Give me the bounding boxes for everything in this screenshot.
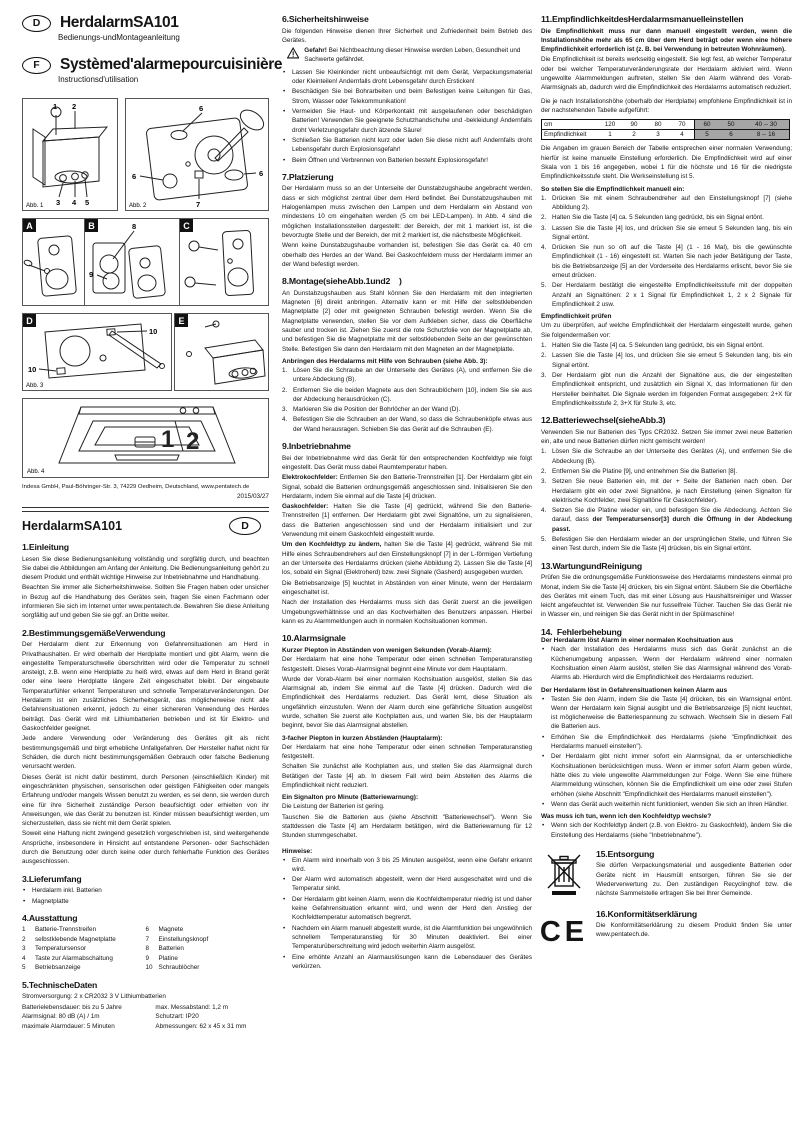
spec-column-right <box>155 1003 269 1032</box>
figure-abb4 <box>22 398 269 478</box>
feature-label: Schraublöcher <box>158 964 200 972</box>
paragraph: Wenn keine Dunstabzugshaube vorhanden ist, befestigen Sie das Gerät ca. 40 cm oberhalb des Herdes an der Wand. Bei Gaskochfeldern muss der Herdalarm immer an der Wand befestigt werden. <box>282 242 532 268</box>
callout-5: 5 <box>85 198 90 207</box>
spec-power: Stromversorgung: 2 x CR2032 3 V Lithiumbatterien <box>22 993 166 1001</box>
revision-date: 2015/03/27 <box>237 493 269 500</box>
spec-column-left <box>22 1003 155 1032</box>
subheading-batteriewarnung: Ein Signalton pro Minute (Batteriewarnung): <box>282 794 419 802</box>
table-cell: Empfindlichkeit <box>544 131 587 139</box>
callout-6b: 6 <box>132 172 137 181</box>
weee-crossed-bin-icon <box>546 852 582 896</box>
list-item: • Wenn sich der Kochfeldtyp ändert (z.B. von Elektro- zu Gaskochfeld), ändern Sie die Einstellung des Herdalarms (siehe "Inbetriebnahme"). <box>541 821 792 840</box>
fault-list-3 <box>541 821 792 840</box>
paragraph: Der Herdalarm hat eine hohe Temperatur oder einen schnellen Temperaturanstieg festgestellt. Dieses Vorab-Alarmsignal beginnt eine Minute vor dem Hauptalarm. <box>282 656 532 673</box>
spec-item: maximale Alarmdauer: 5 Minuten <box>22 1022 115 1030</box>
spec-item: Abmessungen: 62 x 45 x 31 mm <box>155 1022 247 1030</box>
table-cell: 3 <box>656 131 660 139</box>
heading-einleitung: 1.Einleitung <box>22 542 69 552</box>
device-overview-drawing <box>23 99 117 210</box>
feature-item <box>22 944 146 954</box>
change-type-label: Um den Kochfeldtyp zu ändern, <box>282 541 382 549</box>
step-item: Befestigen Sie den Herdalarm wieder an der ursprünglichen Stelle, und führen Sie einen Test durch, indem Sie die Taste [4] drücken, bis ein Signal ertönt. <box>552 536 792 553</box>
spec-item: Alarmsignal: 80 dB (A) / 1m <box>22 1013 100 1021</box>
table-cell: 60 <box>695 120 720 130</box>
paragraph: Lesen Sie diese Bedienungsanleitung vollständig und sorgfältig durch, und beachten Sie dabei die Abbildungen am Anfang der Anleitung. Die Bedienungsanleitung gehört zu diesem Produkt und enthält wichtige Hinweise zur Inbetriebnahme und Handhabung. <box>22 555 269 582</box>
danger-text <box>304 46 532 65</box>
callout-1: 1 <box>53 102 58 111</box>
figure-row-4 <box>22 398 269 478</box>
subheading-empfindlichkeit-pruefen: Empfindlichkeit prüfen <box>541 313 612 321</box>
hood-underside-drawing <box>23 399 268 477</box>
callout-6c: 6 <box>259 169 264 178</box>
feature-label: Einstellungsknopf <box>158 935 209 943</box>
warning-triangle-icon <box>287 46 299 60</box>
page-title: HerdalarmSA101 <box>22 519 123 533</box>
paragraph: Verwenden Sie nur Batterien des Typs CR2032. Setzen Sie immer zwei neue Batterien ein, alte und neue Batterien dürfen nicht gemischt werden! <box>541 428 792 445</box>
subtitle-fr: Instructionsd'utilisation <box>58 75 139 84</box>
subheading-fault-2: Der Herdalarm löst in Gefahrensituationen keinen Alarm aus <box>541 686 728 694</box>
feature-item <box>146 963 270 973</box>
step-item: Drücken Sie mit einem Schraubendreher auf den Einstellungsknopf [7] (siehe Abbildung 2). <box>552 194 792 211</box>
table-cell: cm <box>542 120 599 130</box>
paragraph: Prüfen Sie die ordnungsgemäße Funktionsweise des Herdalarms mindestens einmal pro Monat, indem Sie die Taste [4] drücken, bis ein Signal ertönt. Säubern Sie die Oberfläche des Gerätes mit einem Tuch, das mit einer Lösung aus Haushaltsreiniger und Wasser leicht angefeuchtet ist. Verwenden Sie nur fusselfreie Tücher. Tauchen Sie das Gerät nie in Wasser ein, und reinigen Sie das Gerät nicht in der Spülmaschine! <box>541 574 792 619</box>
list-item: • Schließen Sie Batterien nicht kurz oder laden Sie diese nicht auf! Andernfalls droht Lebensgefahr durch Explosionsgefahr! <box>282 136 532 155</box>
table-cell: 2 <box>632 131 636 139</box>
callout-2: 2 <box>72 102 77 111</box>
feature-item <box>22 963 146 973</box>
mounting-steps <box>282 366 532 434</box>
figure-row-2 <box>22 218 269 306</box>
figure-panel-b <box>84 218 179 306</box>
paragraph <box>282 473 532 501</box>
paragraph: Die Angaben im grauen Bereich der Tabelle entsprechen einer normalen Verwendung; hierfür ist keine manuelle Einstellung erforderlich. Die Empfindlichkeit wird auf einer Skala von 1 bis 16 angegeben, wobei 1 für die höchste und 16 für die niedrigste Empfindlichkeitsstufe steht. Die Werkseinstellung ist 5. <box>541 145 792 181</box>
callout-9: 9 <box>89 270 94 279</box>
feature-label: Batterien <box>158 945 184 953</box>
list-item: • Nach der Installation des Herdalarms muss sich das Gerät zunächst an die Küchenumgebung anpassen. Wenn der Herdalarm während einer normalen Kochsituation einen Alarm auslöst, stellen Sie das Alarmsignal während des Vorab-Alarms ab. Hierdurch wird die Empfindlichkeit des Herdalarms reduziert. <box>541 645 792 682</box>
weee-icon-box <box>541 849 587 900</box>
step-item: Setzen Sie neue Batterien ein, mit der + Seite der Batterien nach oben. Der Herdalarm gibt ein oder zwei Signaltöne, je nach Einstellung (einen Signalton für elektrische Kochfelder, zwei Signaltöne für Gaskochfelder). <box>552 478 792 504</box>
fault-list-1 <box>541 645 792 682</box>
table-cell: 40 -- 30 <box>743 120 790 130</box>
subheading-fault-1: Der Herdalarm löst Alarm in einer normalen Kochsituation aus <box>541 637 734 645</box>
step-text: Setzen Sie die Platine wieder ein, und befestigen Sie die Abdeckung. Achten Sie darauf, dass <box>552 507 792 524</box>
feature-column-left <box>22 925 146 973</box>
paragraph: Dieses Gerät ist nicht dafür bestimmt, durch Personen (einschließlich Kinder) mit eingeschränkten physischen, sensorischen oder geistigen Fähigkeiten oder mangels Erfahrung und/oder mangels Wissen benutzt zu werden, es sei denn, sie werden durch eine für ihre Sicherheit zuständige Person beaufsichtigt oder erhielten von ihr Anweisungen, wie das Gerät zu benutzen ist. Kinder müssen beaufsichtigt werden, um sicherzustellen, dass sie nicht mit dem Gerät spielen. <box>22 773 269 828</box>
subheading-schrauben: Anbringen des Herdalarms mit Hilfe von Schrauben (siehe Abb. 3): <box>282 357 488 365</box>
callout-6a: 6 <box>199 104 204 113</box>
callout-8: 8 <box>132 222 137 231</box>
paragraph <box>282 502 532 539</box>
feature-number: 8 <box>145 945 150 953</box>
feature-number: 9 <box>145 954 150 962</box>
heading-verwendung: 2.BestimmungsgemäßeVerwendung <box>22 627 166 638</box>
check-steps <box>541 341 792 408</box>
heading-fehlerbehebung: 14. Fehlerbehebung <box>541 626 622 637</box>
danger-body: Bei Nichtbeachtung dieser Hinweise werden Leben, Gesundheit und Sachwerte gefährdet. <box>304 47 521 64</box>
step-item <box>541 506 792 534</box>
panel-tab-a: A <box>23 219 36 232</box>
disposal-text <box>596 849 792 900</box>
feature-item <box>146 944 270 954</box>
disposal-row <box>541 849 792 900</box>
figure-label-abb3: Abb. 3 <box>26 383 44 389</box>
feature-number: 2 <box>22 935 26 943</box>
spec-item: max. Messabstand: 1,2 m <box>155 1003 229 1011</box>
subheading-fault-3: Was muss ich tun, wenn ich den Kochfeldtyp wechsle? <box>541 813 712 821</box>
paragraph: Soweit eine Haftung nicht zwingend gesetzlich vorgeschrieben ist, sind weitergehende Ansprüche, insbesondere in Hinsicht auf entstandene Personen- oder Sachschäden durch die Benutzung oder durch keine oder durch fehlerhafte Funktion des Gerätes ausgeschlossen. <box>22 830 269 866</box>
imprint-line: Indexa GmbH, Paul-Böhringer-Str. 3, 74229 Oedheim, Deutschland, www.pentatech.de <box>22 484 250 490</box>
safety-list <box>282 68 532 165</box>
feature-item <box>22 954 146 964</box>
figure-abb2 <box>125 98 269 211</box>
gas-label: Gaskochfelder: <box>282 503 329 511</box>
feature-number: 10 <box>145 964 153 972</box>
feature-legend <box>22 925 269 973</box>
feature-number: 1 <box>22 926 26 934</box>
feature-column-right <box>146 925 270 973</box>
list-item: • Der Herdalarm gibt nicht immer sofort ein Alarmsignal, da er unterschiedliche Kochsituationen berücksichtigen muss. Wenn er immer sofort Alarm geben würde, hätte dies zu viele ungewollte Alarmmeldungen zur Folge. Wenn Sie eine frühere Alarmmeldung wünschen, können Sie die Empfindlichkeit um eine oder zwei Stufen erhöhen (siehe Abschnitt "Empfindlichkeit des Herdalarms manuell einstellen"). <box>541 752 792 799</box>
list-item: • Wenn das Gerät auch weiterhin nicht funktioniert, wenden Sie sich an Ihren Händler. <box>541 800 792 809</box>
subheading-manuell-einstellen: So stellen Sie die Empfindlichkeit manuell ein: <box>541 185 685 193</box>
figure-panel-c <box>179 218 269 306</box>
header-french <box>22 56 283 84</box>
header-german <box>22 14 269 42</box>
feature-label: Magnete <box>158 926 184 934</box>
list-item: • Herdalarm inkl. Batterien <box>22 886 269 895</box>
paragraph: Wurde der Vorab-Alarm bei einer normalen Kochsituation ausgelöst, stellen Sie das Alarmsignal ab, indem Sie einmal auf die Taste [4] drücken. Dadurch wird die Empfindlichkeit des Herdalarms reduziert. Das Gerät lernt, diese Situation als ungefährlich einzustufen. Wenn der Alarm durch eine gefährliche Situation ausgelöst wurde, schalten Sie zuerst alle Kochplatten aus, und warten Sie, bis der Hauptalarm beginnt, bevor Sie das Alarmsignal abstellen. <box>282 675 532 730</box>
zone-1-label: 1 <box>161 426 175 453</box>
table-cell: 4 <box>680 131 684 139</box>
heading-alarmsignale: 10.Alarmsignale <box>282 633 346 644</box>
notes-list <box>282 856 532 972</box>
step-item: Der Herdalarm gibt nun die Anzahl der Signaltöne aus, die der eingestellten Empfindlichkeit entspricht, und zusätzlich ein Signal X, das Informationen für den Hersteller beinhaltet. Die Signale werden im folgenden Format ausgegeben: 2+X für Empfindlichkeitsstufe 2, 3+X für Stufe 3, etc. <box>552 371 792 407</box>
list-item: • Der Alarm wird automatisch abgestellt, wenn der Herd ausgeschaltet wird und die Temperatur sinkt. <box>282 875 532 894</box>
paragraph: Der Herdalarm dient zur Erkennung von Gefahrensituationen am Herd in Privathaushalten. Er wird oberhalb der Herdplatte montiert und gibt Alarm, wenn die eingestellte Temperaturschwelle überschritten wird oder die Temperatur zu schnell ansteigt, z.B. wenn eine Herdplatte zu heiß wird, etwas auf dem Herd in Brand gerät oder eine leere Herdplatte längere Zeit eingeschaltet bleibt. Der eingebaute Temperaturfühler erkennt Temperaturen und schnelle Temperaturveränderungen. Der Herdalarm ist ein zusätzliches Sicherheitsgerät, das möglicherweise nicht alle Gefahrensituationen erkennt, jedoch zu einer sichereren Verwendung des Herdes beiträgt. Das Gerät wird mit Lithiumbatterien betrieben und ist für Elektro- und Gaskochfelder geeignet. <box>22 641 269 732</box>
table-cell: 90 <box>622 120 646 130</box>
danger-label: Gefahr! <box>304 47 327 55</box>
subheading-hinweise: Hinweise: <box>282 847 313 855</box>
paragraph: Die Konformitätserklärung zu diesem Produkt finden Sie unter www.pentatech.de. <box>596 922 792 939</box>
gas-text: Halten Sie die Taste [4] gedrückt, während Sie den Batterie-Trennstreifen [1] entfernen. Der Herdalarm gibt zwei Signaltöne, um zu signalisieren, dass die Batterien angeschlossen sind und der Herdalarm initialisiert und zur Verwendung mit einem Gaskochfeld eingestellt wurde. <box>282 503 533 539</box>
figure-label-abb2: Abb. 2 <box>129 203 147 209</box>
feature-item <box>146 935 270 945</box>
step-item: Lassen Sie die Taste [4] los, und drücken Sie sie erneut 5 Sekunden lang, bis ein Signal ertönt. <box>552 352 792 369</box>
callout-10a: 10 <box>149 327 158 336</box>
table-cell: 1 <box>608 131 612 139</box>
change-type-text: halten Sie die Taste [4] gedrückt, während Sie mit Hilfe eines Schraubendrehers auf den Einstellungsknopf [7] in der L-förmigen Vertiefung an der Unterseite des Herdalarms drücken (siehe Abbildung 2). Lassen Sie die Taste [4] los, sobald ein Signal (Elektroherd) bzw. zwei Signale (Gasherd) ausgegeben wurden. <box>282 541 533 577</box>
list-item: • Vermeiden Sie Haut- und Körperkontakt mit ausgelaufenen oder beschädigten Batterien! Verwenden Sie geeignete Schutzhandschuhe und -bekleidung! Andernfalls droht Verletzungsgefahr durch ätzende Säure! <box>282 107 532 135</box>
heading-ausstattung: 4.Ausstattung <box>22 912 78 923</box>
feature-item <box>22 925 146 935</box>
paragraph: Jede andere Verwendung oder Veränderung des Gerätes gilt als nicht bestimmungsgemäß und birgt erhebliche Unfallgefahren. Der Hersteller haftet nicht für Schäden, die durch nicht bestimmungsgemäßen Gebrauch oder falsche Bedienung verursacht werden. <box>22 735 269 771</box>
feature-label: selbstklebende Magnetplatte <box>35 935 116 943</box>
callout-7: 7 <box>196 200 201 209</box>
heading-technische-daten: 5.TechnischeDaten <box>22 979 98 990</box>
list-item: • Eine erhöhte Anzahl an Alarmauslösungen kann die Lebensdauer des Gerätes verkürzen. <box>282 953 532 972</box>
table-cell: 70 <box>670 120 695 130</box>
sensitivity-table <box>541 119 790 140</box>
ce-mark: CE <box>539 915 589 948</box>
list-item: • Lassen Sie Kleinkinder nicht unbeaufsichtigt mit dem Gerät, Verpackungsmaterial oder Kleinteilen! Andernfalls droht Lebensgefahr durch Ersticken! <box>282 68 532 87</box>
feature-number: 3 <box>22 945 26 953</box>
list-item: • Magnetplatte <box>22 897 269 906</box>
table-row-cm <box>542 120 790 130</box>
table-cell: 80 <box>646 120 670 130</box>
heading-montage: 8.Montage(sieheAbb.1und2 ) <box>282 276 402 287</box>
feature-label: Betriebsanzeige <box>35 964 81 972</box>
feature-item <box>146 954 270 964</box>
panel-e-drawing <box>175 314 268 390</box>
product-title-de: HerdalarmSA101 <box>60 14 179 31</box>
figure-panel-e <box>174 313 269 391</box>
step-item: Drücken Sie nun so oft auf die Taste [4] (1 - 16 Mal), bis die gewünschte Empfindlichkeit (1 - 16) eingestellt ist. Warten Sie nach jeder Betätigung der Taste, bis die Betriebsanzeige [5] an der Vorderseite des Herdalarms erlischt, bevor Sie sie erneut drücken. <box>552 244 792 280</box>
paragraph: Tauschen Sie die Batterien aus (siehe Abschnitt "Batteriewechsel"). Wenn Sie stattdessen die Taste [4] am Herdalarm betätigen, wird die Batteriewarnung für 12 Stunden stummgeschaltet. <box>282 813 532 840</box>
device-underside-drawing <box>126 99 268 210</box>
spec-item: Batterielebensdauer: bis zu 5 Jahre <box>22 1003 122 1011</box>
electro-label: Elektrokochfelder: <box>282 474 338 482</box>
heading-sicherheitshinweise: 6.Sicherheitshinweise <box>282 14 369 24</box>
paragraph: Die Betriebsanzeige [5] leuchtet in Abständen von einer Minute, wenn der Herdalarm eingeschaltet ist. <box>282 579 532 596</box>
step-item: Entfernen Sie die beiden Magnete aus den Schraublöchern [10], indem Sie sie aus der Abdeckung herausdrücken (C). <box>293 386 532 403</box>
list-item: • Der Herdalarm gibt keinen Alarm, wenn die Kochfeldtemperatur niedrig ist und daher keine Gefahrensituation erkannt wird, und wenn der Herd den Anstieg der Kochfeldtemperatur automatisch begrenzt. <box>282 895 532 923</box>
callout-3: 3 <box>56 198 61 207</box>
panel-tab-b: B <box>85 219 98 232</box>
paragraph: Sie dürfen Verpackungsmaterial und ausgediente Batterien oder Geräte nicht im Hausmüll entsorgen, führen Sie sie der Wiederverwertung zu. Den zuständigen Recyclinghof bzw. die nächste Sammelstelle erfragen Sie bei Ihrer Gemeinde. <box>596 862 792 898</box>
panel-tab-c: C <box>180 219 193 232</box>
sensitivity-steps <box>541 194 792 310</box>
language-badge-d: D <box>22 15 51 32</box>
table-cell: 50 <box>719 120 743 130</box>
table-cell: 5 <box>695 130 720 140</box>
middle-column <box>282 14 532 972</box>
separator-rule <box>22 507 269 512</box>
panel-tab-d: D <box>23 314 36 327</box>
step-item: Entfernen Sie die Platine [9], und entnehmen Sie die Batterien [8]. <box>552 467 738 475</box>
figure-label-abb1: Abb. 1 <box>26 203 44 209</box>
scope-list <box>22 886 269 906</box>
paragraph: Beachten Sie immer alle Sicherheitshinweise. Sollten Sie Fragen haben oder unsicher in Bezug auf die Handhabung des Gerätes sein, fragen Sie einen Fachmann oder informieren Sie sich im Internet unter www.pentatech.de. Bewahren Sie diese Anleitung sorgfältig auf und geben Sie sie ggf. an Dritte weiter. <box>22 584 269 620</box>
heading-konformitaet: 16.Konformitätserklärung <box>596 908 697 919</box>
callout-10b: 10 <box>28 365 37 374</box>
danger-note <box>282 46 532 66</box>
feature-number: 7 <box>145 935 150 943</box>
feature-label: Batterie-Trennstreifen <box>35 926 97 934</box>
step-item: Der Herdalarm bestätigt die eingestellte Empfindlichkeitsstufe mit der doppelten Anzahl an Signaltönen: 2 x 1 Signal für Empfindlichkeit 1, 2 x 2 Signale für Empfindlichkeit 2 usw. <box>552 282 792 308</box>
conformity-row <box>541 909 792 947</box>
feature-label: Platine <box>158 954 178 962</box>
table-cell: 8 -- 16 <box>743 130 790 140</box>
paragraph: Die folgenden Hinweise dienen Ihrer Sicherheit und Zufriedenheit beim Betrieb des Gerätes. <box>282 27 532 44</box>
paragraph: Der Herdalarm hat eine hohe Temperatur oder einen schnellen Temperaturanstieg festgestellt. <box>282 743 532 760</box>
figure-panel-d <box>22 313 172 391</box>
list-item: • Ein Alarm wird innerhalb von 3 bis 25 Minuten ausgelöst, wenn eine Gefahr erkannt wird. <box>282 856 532 875</box>
step-item: Markieren Sie die Position der Bohrlöcher an der Wand (D). <box>293 406 461 414</box>
subheading-vorab-alarm: Kurzer Piepton in Abständen von wenigen Sekunden (Vorab-Alarm): <box>282 647 492 655</box>
heading-entsorgung: 15.Entsorgung <box>596 848 655 859</box>
list-item: • Erhöhen Sie die Empfindlichkeit des Herdalarms (siehe "Empfindlichkeit des Herdalarms manuell einstellen"). <box>541 733 792 752</box>
paragraph: Die Empfindlichkeit ist bereits werkseitig eingestellt. Sie legt fest, ab welcher Temperatur oder bei welcher Temperaturveränderungsrate der Herdalarm aktiviert wird. Wenn ungewollte Alarmmeldungen auftreten, stellen Sie den Alarm während des Vorab-Alarmsignals ab, dadurch wird die Empfindlichkeit des Herdalarms automatisch reduziert. <box>541 56 792 92</box>
figure-row-1 <box>22 98 269 211</box>
list-item: • Testen Sie den Alarm, indem Sie die Taste [4] drücken, bis ein Warnsignal ertönt. Wenn der Herdalarm kein Signal ausgibt und die Betriebsanzeige [5] nicht leuchtet, ist möglicherweise die Batteriespannung zu schwach. Wechseln Sie in diesem Fall die Batterien aus. <box>541 695 792 732</box>
language-badge-d-small: D <box>229 517 261 535</box>
heading-lieferumfang: 3.Lieferumfang <box>22 873 82 884</box>
battery-steps <box>541 447 792 553</box>
table-row-empfindlichkeit <box>542 130 790 140</box>
figure-abb1 <box>22 98 118 211</box>
heading-wartung: 13.WartungundReinigung <box>541 560 642 571</box>
figure-panel-a <box>22 218 84 306</box>
paragraph-bold: Die Empfindlichkeit muss nur dann manuell eingestellt werden, wenn die Installationshöhe mehr als 65 cm über dem Herd beträgt oder wenn eine höhere Empfindlichkeit erforderlich ist (z. B. bei Verwendung in betreuten Wohnräumen). <box>541 27 792 54</box>
step-item: Halten Sie die Taste [4] ca. 5 Sekunden lang gedrückt, bis ein Signal ertönt. <box>552 214 764 222</box>
paragraph: Um zu überprüfen, auf welche Empfindlichkeit der Herdalarm eingestellt wurde, gehen Sie folgendermaßen vor: <box>541 322 792 339</box>
spec-item: Schutzart: IP20 <box>155 1013 199 1021</box>
callout-4: 4 <box>72 198 77 207</box>
panel-d-drawing <box>23 314 171 390</box>
paragraph: Bei der Inbetriebnahme wird das Gerät für den entsprechenden Kochfeldtyp wie folgt eingestellt. Das Gerät muss dabei Raumtemperatur haben. <box>282 454 532 471</box>
feature-item <box>22 935 146 945</box>
heading-platzierung: 7.Platzierung <box>282 171 334 182</box>
step-item: Halten Sie die Taste [4] ca. 5 Sekunden lang gedrückt, bis ein Signal ertönt. <box>552 341 764 349</box>
german-section-title-row <box>22 517 269 535</box>
list-item: • Nachdem ein Alarm manuell abgestellt wurde, ist die Alarmfunktion bei ungewöhnlich schnellem Temperaturanstieg für 30 Minuten deaktiviert. Bei einer Temperaturüberschreitung wird jedoch weiterhin Alarm ausgelöst. <box>282 924 532 952</box>
feature-number: 4 <box>22 954 26 962</box>
ce-icon-box <box>541 909 587 947</box>
paragraph: Der Herdalarm muss so an der Unterseite der Dunstabzugshaube angebracht werden, dass er sich möglichst zentral über dem Herd befindet. Bei Dunstabzugshauben mit Halogenlampen muss zwischen den Lampen und dem Herdalarm ein Abstand von mindestens 10 cm eingehalten werden (5 cm bei LED-Lampen). In Abb. 4 sind die möglichen Installationsstellen dargestellt: der Bereich, der mit 1 markiert ist, ist die bevorzugte Stelle und der Bereich, der mit 2 markiert ist, die nächstbeste Möglichkeit. <box>282 185 532 239</box>
feature-label: Temperatursensor <box>35 945 87 953</box>
step-item: Lassen Sie die Taste [4] los, und drücken Sie sie erneut 5 Sekunden lang, bis ein Signal ertönt. <box>552 224 792 241</box>
figure-label-abb4: Abb. 4 <box>27 469 45 475</box>
paragraph: Nach der Installation des Herdalarms muss sich das Gerät zuerst an die jeweiligen Umgebungsverhältnisse und an das Kochverhalten des Benutzers anpassen. Hierbei kann es zu Alarmmeldungen auch in normalen Kochsituationen kommen. <box>282 599 532 625</box>
right-column <box>541 14 792 947</box>
step-item: Lösen Sie die Schraube an der Unterseite des Gerätes (A), und entfernen Sie die Abdeckung (B). <box>552 448 792 465</box>
paragraph: An Dunstabzugshauben aus Stahl können Sie den Herdalarm mit den integrierten Magneten [6] direkt anbringen. Alternativ kann er mit Hilfe der selbstklebenden Magnetplatte [2] oder mit geeigneten Schrauben befestigt werden. Wenn Sie die Magnetplatte verwenden, stellen Sie vor dem Aufkleben sicher, dass die Oberfläche sauber und trocken ist. Ziehen Sie zuerst die rote Schutzfolie von der Magnetplatte ab, und befestigen Sie die Magnetplatte mit der selbstklebenden Seite an der gewünschten Stelle. Befestigen Sie dann den Herdalarm mit den Magneten an der Magnetplatte. <box>282 289 532 353</box>
table-cell: 6 <box>719 130 743 140</box>
zone-2-label: 2 <box>186 428 200 455</box>
heading-empfindlichkeit: 11.EmpfindlichkeitdesHerdalarmsmanuelleinstellen <box>541 14 744 24</box>
feature-number: 5 <box>22 964 26 972</box>
paragraph: Die Leistung der Batterien ist gering. <box>282 803 385 811</box>
panel-b-drawing <box>85 219 178 305</box>
electro-text: Entfernen Sie den Batterie-Trennstreifen [1]. Der Herdalarm gibt ein Signal, sobald die Batterien ordnungsgemäß angeschlossen sind. Initialisieren Sie den Herdalarm, indem Sie einmal auf die Taste [4] drücken. <box>282 474 533 500</box>
language-badge-f: F <box>22 57 51 74</box>
paragraph <box>282 540 532 577</box>
product-title-fr: Systèmed'alarmepourcuisinière <box>60 56 283 73</box>
fault-list-2 <box>541 695 792 810</box>
step-text-bold: der Temperatursensor[3] durch die Öffnung in der Abdeckung passt. <box>552 516 792 533</box>
subheading-hauptalarm: 3-facher Piepton in kurzen Abständen (Hauptalarm): <box>282 734 443 742</box>
step-item: Befestigen Sie die Schrauben an der Wand, so dass die Schraubenköpfe etwas aus der Wand herausragen. Schieben Sie das Gerät auf die Schrauben (E). <box>293 416 532 433</box>
spec-grid <box>22 1003 269 1032</box>
conformity-text <box>596 909 792 947</box>
panel-c-drawing <box>180 219 268 305</box>
feature-number: 6 <box>145 926 150 934</box>
panel-tab-e: E <box>175 314 188 327</box>
list-item: • Beim Öffnen und Verbrennen von Batterien besteht Explosionsgefahr! <box>282 156 532 165</box>
paragraph: Schalten Sie zunächst alle Kochplatten aus, und stellen Sie das Alarmsignal durch Betätigen der Taste [4] ab. In diesem Fall wird beim Abstellen des Alarms die Empfindlichkeit nicht reduziert. <box>282 763 532 789</box>
figure-row-3 <box>22 313 269 391</box>
feature-label: Taste zur Alarmabschaltung <box>35 954 113 962</box>
feature-item <box>146 925 270 935</box>
step-item: Lösen Sie die Schraube an der Unterseite des Gerätes (A), und entfernen Sie die untere Abdeckung (B). <box>293 366 532 384</box>
paragraph: Die je nach Installationshöhe (oberhalb der Herdplatte) empfohlene Empfindlichkeit ist in der nachstehenden Tabelle aufgeführt: <box>541 97 792 114</box>
heading-inbetriebnahme: 9.Inbetriebnahme <box>282 441 351 452</box>
table-cell: 120 <box>598 120 622 130</box>
subtitle-de: Bedienungs-undMontageanleitung <box>58 33 180 42</box>
list-item: • Beschädigen Sie bei Bohrarbeiten und beim Befestigen keine Leitungen für Gas, Strom, Wasser oder Telekommunikation! <box>282 87 532 106</box>
heading-batteriewechsel: 12.Batteriewechsel(sieheAbb.3) <box>541 415 666 426</box>
left-column <box>22 14 283 1031</box>
